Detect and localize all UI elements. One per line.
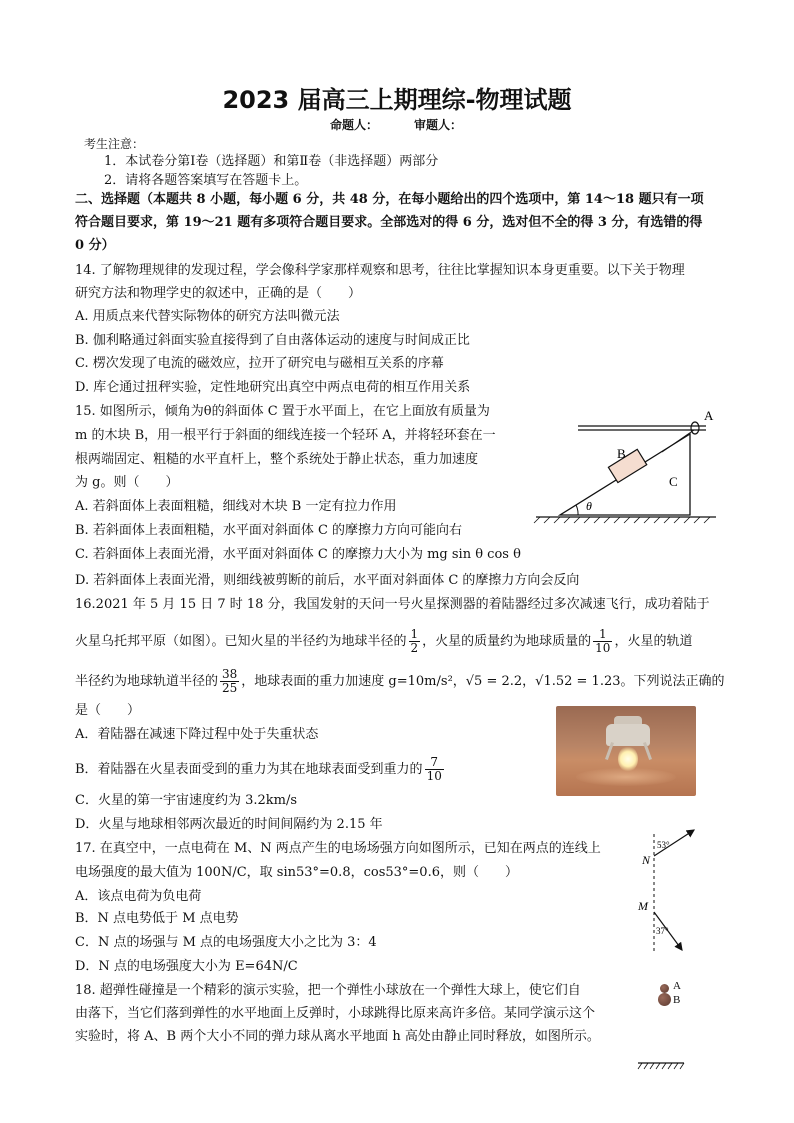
q14-option-c: C. 楞次发现了电流的磁效应，拉开了研究电与磁相互关系的序幕 [75,356,444,371]
q16-option-c: C．火星的第一宇宙速度约为 3.2km/s [75,793,298,808]
q15-stem: 为 g。则（ ） [75,475,179,490]
label-a: A [704,408,714,423]
label-ball-b: B [673,994,681,1006]
angle-37: 37° [656,926,669,936]
label-ball-a: A [673,980,681,992]
q16-option-d: D．火星与地球相邻两次最近的时间间隔约为 2.15 年 [75,817,383,832]
label-b: B [617,446,626,461]
q18-stem: 由落下，当它们落到弹性的水平地面上反弹时，小球跳得比原来高许多倍。某同学演示这个 [75,1006,596,1021]
label-n: N [642,853,651,867]
q17-option-a: A．该点电荷为负电荷 [75,889,202,904]
q14-stem: 14. 了解物理规律的发现过程，学会像科学家那样观察和思考，往往比掌握知识本身更重要。以下关于物理 [75,263,685,278]
q14-option-d: D. 库仑通过扭秤实验，定性地研究出真空中两点电荷的相互作用关系 [75,380,471,395]
reviewer-label: 审题人： [414,118,463,132]
ball-b [658,993,671,1006]
section-heading: 二、选择题（本题共 8 小题，每小题 6 分，共 48 分，在每小题给出的四个选项中，第 14～18 题只有一项 [75,192,704,207]
label-m: M [638,899,648,913]
q17-field-figure [630,826,710,958]
angle-53: 53° [657,840,670,850]
q16-stem: 16.2021 年 5 月 15 日 7 时 18 分，我国发射的天问一号火星探测器的着陆器经过多次减速飞行，成功着陆于 [75,597,710,612]
q14-option-b: B. 伽利略通过斜面实验直接得到了自由落体运动的速度与时间成正比 [75,333,470,348]
section-heading: 符合题目要求，第 19～21 题有多项符合题目要求。全部选对的得 6 分，选对但不全的得 3 分，有选错的得 [75,215,703,230]
notice-item: 2．请将各题答案填写在答题卡上。 [104,173,308,188]
label-c: C [669,474,678,489]
notice-heading: 考生注意： [84,137,145,151]
q15-option-a: A. 若斜面体上表面粗糙，细线对木块 B 一定有拉力作用 [75,499,397,514]
q15-stem: 15. 如图所示，倾角为θ的斜面体 C 置于水平面上，在它上面放有质量为 [75,404,490,419]
q16-option-b: B．着陆器在火星表面受到的重力为其在地球表面受到重力的 $\frac{7}{10}$ [75,755,442,783]
q17-stem: 17. 在真空中，一点电荷在 M、N 两点产生的电场场强方向如图所示，已知在两点的连线上 [75,841,601,856]
q17-option-d: D．N 点的电场强度大小为 E=64N/C [75,959,298,974]
q17-stem: 电场强度的最大值为 100N/C，取 sin53°=0.8，cos53°=0.6，则（ ） [75,865,518,880]
q18-stem: 18. 超弹性碰撞是一个精彩的演示实验，把一个弹性小球放在一个弹性大球上，使它们自 [75,983,581,998]
q16-stem-line3: 半径约为地球轨道半径的 $\frac{38}{25}$ ，地球表面的重力加速度 g=10m/s²，√5 = 2.2，√1.52 = 1.23。下列说法正确的 [75,667,725,695]
section-heading: 0 分） [75,238,115,253]
q16-option-a: A．着陆器在减速下降过程中处于失重状态 [75,727,319,742]
fraction: $\frac{1}{2}$ [410,627,419,655]
q15-option-b: B. 若斜面体上表面粗糙，水平面对斜面体 C 的摩擦力方向可能向右 [75,523,463,538]
fraction: $\frac{38}{25}$ [222,667,238,695]
q15-incline-figure [530,400,720,525]
author-label: 命题人： [330,118,379,132]
q18-stem: 实验时，将 A、B 两个大小不同的弹力球从离水平地面 h 高处由静止同时释放，如图所示。 [75,1029,600,1044]
fraction: $\frac{1}{10}$ [595,627,611,655]
q15-stem: m 的木块 B，用一根平行于斜面的细线连接一个轻环 A，并将轻环套在一 [75,428,496,443]
fraction: $\frac{7}{10}$ [426,755,442,783]
q15-option-c: C. 若斜面体上表面光滑，水平面对斜面体 C 的摩擦力大小为 mg sin θ cos θ [75,547,521,562]
q15-stem: 根两端固定、粗糙的水平直杆上，整个系统处于静止状态，重力加速度 [75,452,479,467]
q16-stem: 是（ ） [75,703,141,718]
q14-stem: 研究方法和物理学史的叙述中，正确的是（ ） [75,286,362,301]
notice-item: 1．本试卷分第Ⅰ卷（选择题）和第Ⅱ卷（非选择题）两部分 [104,154,439,169]
mars-lander-photo [556,706,696,796]
label-theta: θ [586,499,592,513]
ball-a [660,984,669,993]
ring-a [691,422,699,434]
page-title: 2023 届高三上期理综-物理试题 [222,86,572,114]
q16-stem-line2: 火星乌托邦平原（如图）。已知火星的半径约为地球半径的 $\frac{1}{2}$ ，火星的质量约为地球质量的 $\frac{1}{10}$ ，火星的轨道 [75,627,693,655]
q18-ground [636,1060,686,1072]
q15-option-d: D. 若斜面体上表面光滑，则细线被剪断的前后，水平面对斜面体 C 的摩擦力方向会反向 [75,573,580,588]
q17-option-c: C．N 点的场强与 M 点的电场强度大小之比为 3：4 [75,935,377,950]
q14-option-a: A. 用质点来代替实际物体的研究方法叫微元法 [75,309,340,324]
q17-option-b: B．N 点电势低于 M 点电势 [75,911,239,926]
